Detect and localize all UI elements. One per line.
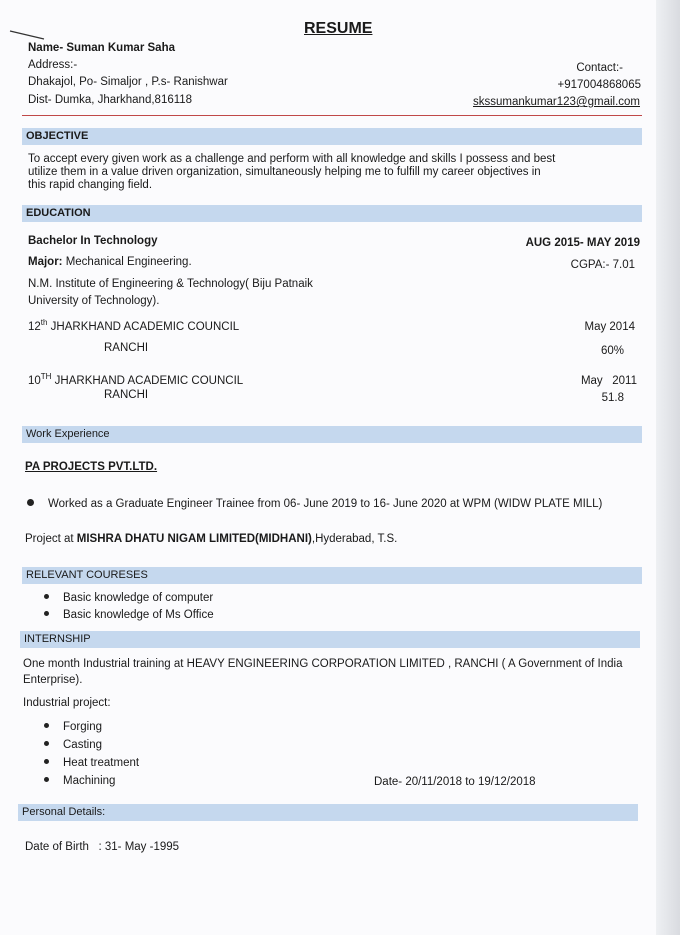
work-bullet-text: Worked as a Graduate Engineer Trainee from 06- June 2019 to 16- June 2020 at WPM (WIDW PLATE MILL) <box>48 498 603 510</box>
major-label: Major: <box>28 256 63 268</box>
date-of-birth: Date of Birth : 31- May -1995 <box>25 841 180 853</box>
bullet-icon <box>44 594 49 599</box>
project-company: MISHRA DHATU NIGAM LIMITED(MIDHANI) <box>76 533 312 545</box>
tenth-sup: TH <box>40 372 52 381</box>
twelfth-sup: th <box>40 318 48 327</box>
email-link[interactable]: skssumankumar123@gmail.com <box>473 96 640 108</box>
tenth-num: 10 <box>28 374 41 387</box>
cgpa: CGPA:- 7.01 <box>570 259 635 271</box>
project-suffix: ,Hyderabad, T.S. <box>311 533 398 545</box>
page-title: RESUME <box>304 20 373 37</box>
objective-line-1: To accept every given work as a challenge and perform with all knowledge and skills I possess and best <box>28 153 556 165</box>
bullet-icon <box>44 777 49 782</box>
scan-edge <box>656 0 680 935</box>
degree-dates: AUG 2015- MAY 2019 <box>525 237 640 249</box>
institute-line-2: University of Technology). <box>28 295 160 307</box>
objective-line-2: utilize them in a value driven organization, simultaneously helping me to fulfill my career objectives in <box>28 166 541 178</box>
major <box>28 256 192 268</box>
contact-label: Contact:- <box>576 62 623 74</box>
bullet-icon <box>27 499 34 506</box>
bullet-icon <box>44 723 49 728</box>
list-item: Machining <box>44 775 115 787</box>
internship-date: Date- 20/11/2018 to 19/12/2018 <box>374 776 536 788</box>
project-line <box>25 533 397 545</box>
tenth-board-name: JHARKHAND ACADEMIC COUNCIL <box>51 374 244 387</box>
bullet-icon <box>44 741 49 746</box>
work-bullet <box>27 498 602 510</box>
address-label: Address:- <box>28 59 78 71</box>
industrial-project-label: Industrial project: <box>23 697 111 709</box>
bullet-icon <box>44 611 49 616</box>
internship-line-1: One month Industrial training at HEAVY ENGINEERING CORPORATION LIMITED , RANCHI ( A Government of India <box>23 658 623 670</box>
list-item: Basic knowledge of Ms Office <box>44 609 214 621</box>
education-heading: EDUCATION <box>22 205 642 222</box>
twelfth-date: May 2014 <box>584 321 635 333</box>
internship-line-2: Enterprise). <box>23 674 83 686</box>
twelfth-city: RANCHI <box>104 342 149 354</box>
phone-number: +917004868065 <box>557 79 641 91</box>
twelfth-board-name: JHARKHAND ACADEMIC COUNCIL <box>47 320 240 333</box>
tenth-date: May 2011 <box>580 375 637 387</box>
tenth-board <box>28 372 243 387</box>
list-item: Forging <box>44 721 102 733</box>
courses-heading: RELEVANT COURESES <box>22 567 642 584</box>
tenth-score: 51.8 <box>601 392 624 404</box>
major-value: Mechanical Engineering. <box>62 256 192 268</box>
candidate-name: Name- Suman Kumar Saha <box>28 42 175 54</box>
address-line-2: Dist- Dumka, Jharkhand,816118 <box>28 94 193 106</box>
twelfth-board <box>28 318 239 333</box>
personal-heading: Personal Details: <box>18 804 638 821</box>
institute-line-1: N.M. Institute of Engineering & Technology( Biju Patnaik <box>28 278 313 290</box>
work-heading: Work Experience <box>22 426 642 443</box>
list-item: Casting <box>44 739 102 751</box>
list-item: Basic knowledge of computer <box>44 592 213 604</box>
list-item: Heat treatment <box>44 757 139 769</box>
address-line-1: Dhakajol, Po- Simaljor , P.s- Ranishwar <box>28 76 228 88</box>
bullet-icon <box>44 759 49 764</box>
objective-heading: OBJECTIVE <box>22 128 642 145</box>
twelfth-score: 60% <box>600 345 624 357</box>
degree-title: Bachelor In Technology <box>28 235 158 247</box>
tenth-city: RANCHI <box>104 389 149 401</box>
company-name: PA PROJECTS PVT.LTD. <box>25 461 158 473</box>
twelfth-num: 12 <box>28 320 41 333</box>
project-prefix: Project at <box>25 533 77 545</box>
objective-line-3: this rapid changing field. <box>28 179 153 191</box>
internship-heading: INTERNSHIP <box>20 631 640 648</box>
pen-mark <box>8 28 48 42</box>
header-divider <box>22 115 642 116</box>
